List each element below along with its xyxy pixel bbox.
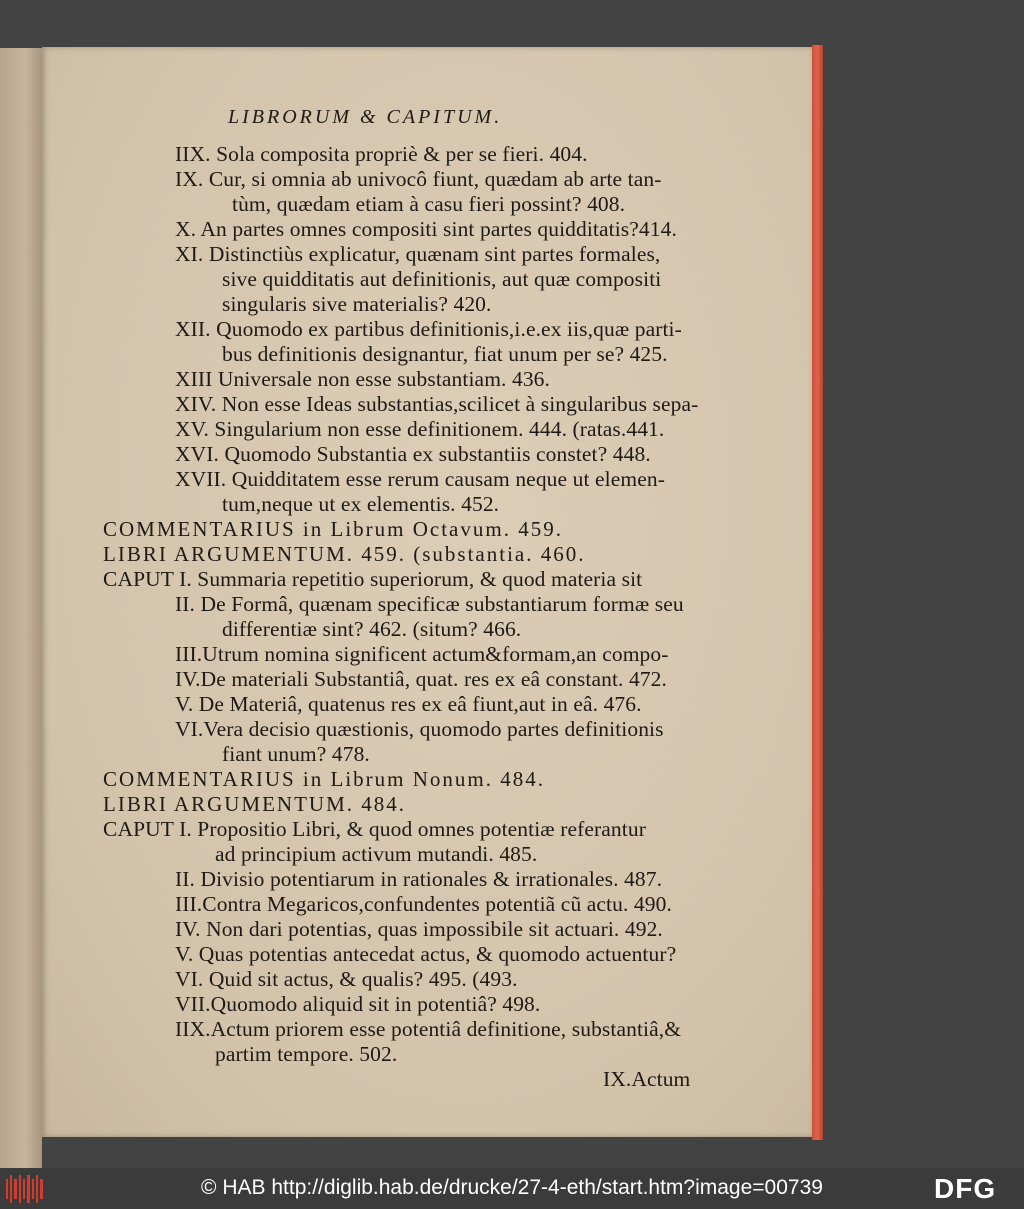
copyright-link[interactable]: © HAB http://diglib.hab.de/drucke/27-4-eth/start.htm?image=00739 <box>201 1176 823 1199</box>
text-line: III.Utrum nomina significent actum&formam,an compo- <box>175 642 669 666</box>
text-line: CAPUT I. Summaria repetitio superiorum, & quod materia sit <box>103 567 643 591</box>
text-line: tum,neque ut ex elementis. 452. <box>222 492 500 516</box>
previous-page-edge <box>0 48 42 1168</box>
text-line: V. Quas potentias antecedat actus, & quomodo actuentur? <box>175 942 677 966</box>
text-line: XV. Singularium non esse definitionem. 444. (ratas.441. <box>175 417 665 441</box>
viewer-footer <box>0 1168 1024 1209</box>
text-line: fiant unum? 478. <box>222 742 370 766</box>
text-line: IV.De materiali Substantiâ, quat. res ex eâ constant. 472. <box>175 667 668 691</box>
text-line: singularis sive materialis? 420. <box>222 292 492 316</box>
text-line: VII.Quomodo aliquid sit in potentiâ? 498. <box>175 992 541 1016</box>
text-line: ad principium activum mutandi. 485. <box>215 842 538 866</box>
text-line: V. De Materiâ, quatenus res ex eâ fiunt,aut in eâ. 476. <box>175 692 642 716</box>
text-line: XI. Distinctiùs explicatur, quænam sint partes formales, <box>175 242 661 266</box>
text-line: tùm, quædam etiam à casu fieri possint? 408. <box>232 192 626 216</box>
text-line: differentiæ sint? 462. (situm? 466. <box>222 617 522 641</box>
text-line: VI. Quid sit actus, & qualis? 495. (493. <box>175 967 518 991</box>
text-line: partim tempore. 502. <box>215 1042 398 1066</box>
text-line: XII. Quomodo ex partibus definitionis,i.e.ex iis,quæ parti- <box>175 317 682 341</box>
text-line: II. De Formâ, quænam specificæ substantiarum formæ seu <box>175 592 684 616</box>
text-line: XVII. Quidditatem esse rerum causam neque ut elemen- <box>175 467 665 491</box>
text-line: CAPUT I. Propositio Libri, & quod omnes potentiæ referantur <box>103 817 646 841</box>
section-heading: LIBRI ARGUMENTUM. 484. <box>103 792 407 816</box>
section-heading: COMMENTARIUS in Librum Octavum. 459. <box>103 517 563 541</box>
text-line: IIX. Sola composita propriè & per se fieri. 404. <box>175 142 588 166</box>
text-line: IIX.Actum priorem esse potentiâ definitione, substantiâ,& <box>175 1017 682 1041</box>
text-line: bus definitionis designantur, fiat unum per se? 425. <box>222 342 668 366</box>
text-line: sive quidditatis aut definitionis, aut quæ compositi <box>222 267 662 291</box>
text-line: XIV. Non esse Ideas substantias,scilicet à singularibus sepa- <box>175 392 699 416</box>
text-line: IX. Cur, si omnia ab univocô fiunt, quædam ab arte tan- <box>175 167 662 191</box>
section-heading: LIBRI ARGUMENTUM. 459. (substantia. 460. <box>103 542 586 566</box>
text-line: III.Contra Megaricos,confundentes potentiã cũ actu. 490. <box>175 892 672 916</box>
catchword: IX.Actum <box>603 1067 691 1091</box>
section-heading: COMMENTARIUS in Librum Nonum. 484. <box>103 767 545 791</box>
running-head: LIBRORUM & CAPITUM. <box>228 106 503 128</box>
text-line: XVI. Quomodo Substantia ex substantiis constet? 448. <box>175 442 651 466</box>
text-line: VI.Vera decisio quæstionis, quomodo partes definitionis <box>175 717 664 741</box>
text-line: X. An partes omnes compositi sint partes quidditatis?414. <box>175 217 677 241</box>
text-line: XIII Universale non esse substantiam. 436. <box>175 367 550 391</box>
text-line: II. Divisio potentiarum in rationales & irrationales. 487. <box>175 867 663 891</box>
dfg-logo: DFG <box>934 1173 997 1204</box>
red-page-edge <box>812 45 823 1140</box>
text-line: IV. Non dari potentias, quas impossibile sit actuari. 492. <box>175 917 663 941</box>
